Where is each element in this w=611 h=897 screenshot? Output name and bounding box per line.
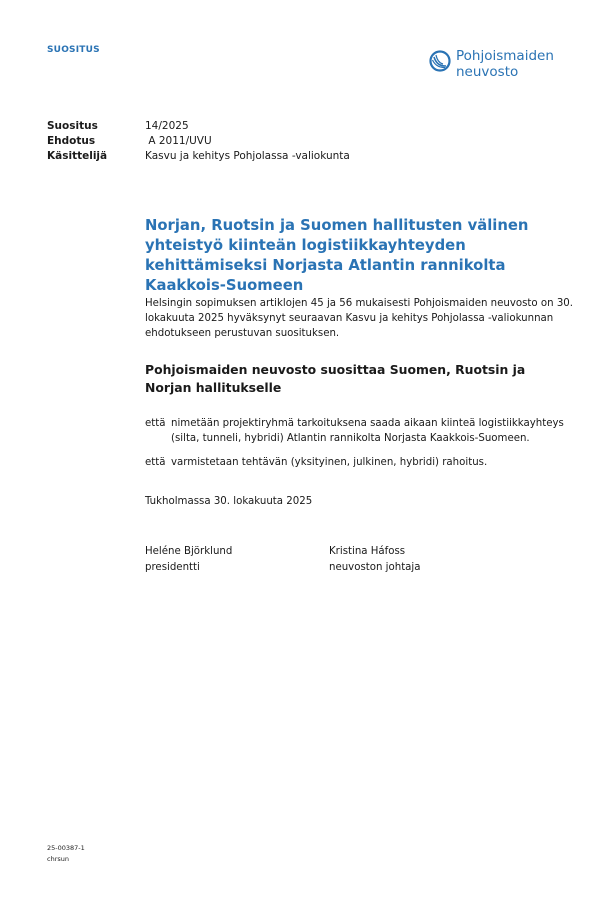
signature-president [145,544,232,576]
meta-value: A 2011/UVU [145,135,212,147]
logo-text-line1: Pohjoismaiden [456,48,554,64]
signature-director [329,544,421,576]
clause-item [145,455,585,470]
meta-value: Kasvu ja kehitys Pohjolassa -valiokunta [145,150,350,162]
document-footer [47,843,85,865]
meta-label: Ehdotus [47,135,96,147]
nordic-council-swan-icon [428,49,452,73]
meta-value: 14/2025 [145,120,189,132]
recommendation-heading: Pohjoismaiden neuvosto suosittaa Suomen, Ruotsin ja Norjan hallitukselle [145,362,526,395]
clause-item [145,416,585,446]
clause-text: nimetään projektiryhmä tarkoituksena saada aikaan kiinteä logistiikkayhteys (silta, tunneli, hybridi) Atlantin rannikolta Norjasta Kaakkois-Suomeen. [171,418,564,444]
reference-number: 25-00387-1 [47,844,85,852]
document-title: Norjan, Ruotsin ja Suomen hallitusten välinen yhteistyö kiinteän logistiikkayhteyden kehittämiseksi Norjasta Atlantin rannikolta Kaakkois-Suomeen [145,217,529,294]
document-metadata [47,119,350,164]
signatory-name: Heléne Björklund [145,546,233,557]
meta-label: Käsittelijä [47,150,108,162]
logo-text-line2: neuvosto [456,64,519,80]
meta-row-proposal [47,134,350,149]
user-id: chrsun [47,855,69,863]
intro-paragraph: Helsingin sopimuksen artiklojen 45 ja 56 mukaisesti Pohjoismaiden neuvosto on 30. lokakuuta 2025 hyväksynyt seuraavan Kasvu ja kehitys Pohjolassa -valiokunnan ehdotukseen perustuvan suosituksen. [145,298,574,339]
signatory-role: presidentti [145,562,200,573]
clause-keyword: että [145,418,166,429]
signatory-role: neuvoston johtaja [329,562,421,573]
signatory-name: Kristina Háfoss [329,546,406,557]
meta-row-handler [47,149,350,164]
place-and-date: Tukholmassa 30. lokakuuta 2025 [145,496,313,507]
meta-label: Suositus [47,120,98,132]
recommendation-clauses [145,416,585,479]
clause-keyword: että [145,457,166,468]
clause-text: varmistetaan tehtävän (yksityinen, julkinen, hybridi) rahoitus. [171,457,488,468]
meta-row-recommendation [47,119,350,134]
document-type-label: SUOSITUS [47,45,100,55]
nordic-council-logo [428,47,558,83]
